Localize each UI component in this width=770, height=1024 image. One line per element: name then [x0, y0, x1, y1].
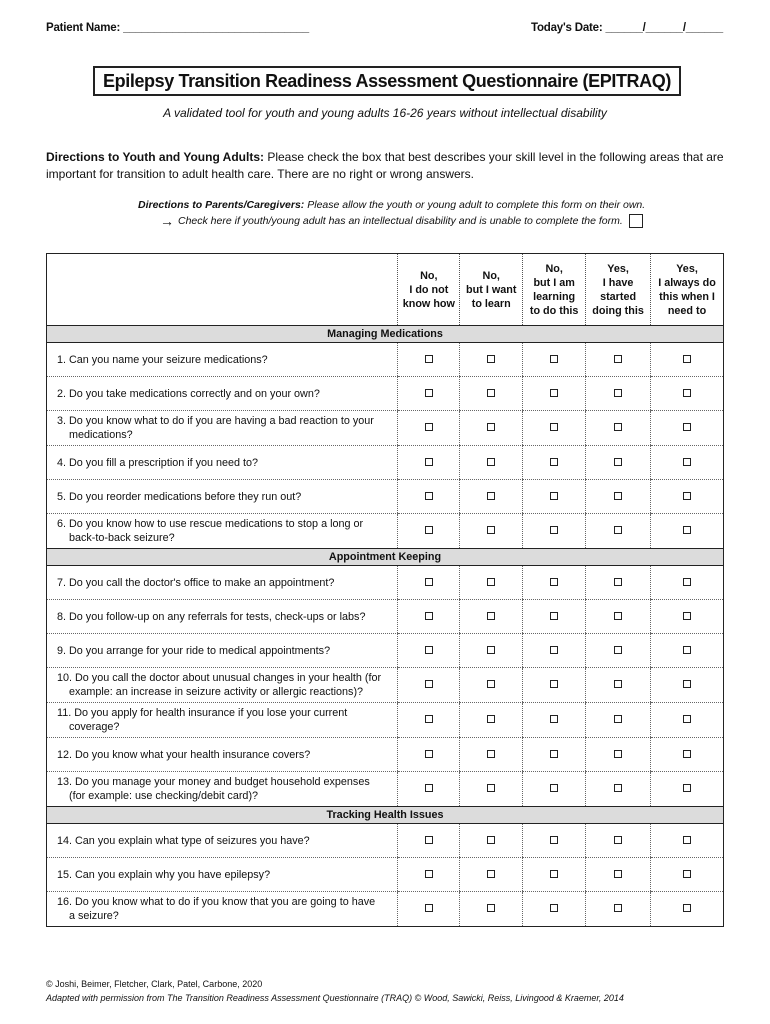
answer-checkbox[interactable] [683, 578, 691, 586]
answer-cell [651, 446, 724, 480]
answer-cell [523, 343, 586, 377]
answer-cell [398, 703, 460, 738]
answer-checkbox[interactable] [614, 715, 622, 723]
form-title: Epilepsy Transition Readiness Assessment Questionnaire (EPITRAQ) [93, 66, 681, 96]
answer-checkbox[interactable] [614, 646, 622, 654]
answer-cell [586, 411, 651, 446]
answer-checkbox[interactable] [550, 492, 558, 500]
answer-checkbox[interactable] [550, 389, 558, 397]
answer-checkbox[interactable] [614, 492, 622, 500]
answer-checkbox[interactable] [683, 423, 691, 431]
question-text [47, 377, 398, 411]
answer-checkbox[interactable] [425, 750, 433, 758]
question-text [47, 738, 398, 772]
answer-cell [523, 892, 586, 927]
answer-checkbox[interactable] [425, 784, 433, 792]
answer-cell [523, 566, 586, 600]
answer-cell [523, 600, 586, 634]
answer-cell [460, 892, 523, 927]
answer-checkbox[interactable] [487, 612, 495, 620]
answer-cell [586, 514, 651, 549]
answer-cell [651, 634, 724, 668]
column-header-line: but I want [466, 283, 517, 296]
answer-cell [398, 480, 460, 514]
answer-checkbox[interactable] [425, 526, 433, 534]
answer-checkbox[interactable] [425, 492, 433, 500]
answer-checkbox[interactable] [487, 389, 495, 397]
question-row [47, 600, 724, 634]
answer-checkbox[interactable] [425, 646, 433, 654]
question-line: coverage? [69, 721, 120, 733]
answer-cell [586, 892, 651, 927]
answer-checkbox[interactable] [683, 680, 691, 688]
question-text [47, 858, 398, 892]
column-header-1 [398, 254, 460, 326]
column-header-line: Yes, [607, 262, 629, 275]
question-line: a seizure? [69, 910, 119, 922]
answer-cell [586, 772, 651, 807]
answer-checkbox[interactable] [614, 458, 622, 466]
answer-cell [398, 634, 460, 668]
column-header-line: I always do [658, 276, 716, 289]
answer-cell [460, 600, 523, 634]
answer-cell [398, 772, 460, 807]
answer-checkbox[interactable] [614, 526, 622, 534]
question-row [47, 446, 724, 480]
section-header: Appointment Keeping [47, 549, 724, 566]
answer-checkbox[interactable] [550, 423, 558, 431]
arrow-right-icon: → [160, 213, 174, 229]
question-row [47, 738, 724, 772]
answer-cell [586, 343, 651, 377]
answer-checkbox[interactable] [614, 836, 622, 844]
answer-checkbox[interactable] [425, 458, 433, 466]
answer-checkbox[interactable] [683, 646, 691, 654]
answer-checkbox[interactable] [487, 578, 495, 586]
answer-checkbox[interactable] [487, 526, 495, 534]
answer-cell [398, 377, 460, 411]
column-header-2 [460, 254, 523, 326]
answer-cell [586, 566, 651, 600]
youth-directions [46, 149, 730, 183]
question-row [47, 824, 724, 858]
answer-checkbox[interactable] [550, 526, 558, 534]
answer-checkbox[interactable] [683, 526, 691, 534]
column-header-line: know how [402, 297, 455, 310]
answer-cell [398, 446, 460, 480]
answer-cell [651, 600, 724, 634]
column-header-line: learning [533, 290, 576, 303]
form-subtitle: A validated tool for youth and young adults 16-26 years without intellectual disability [163, 106, 607, 120]
question-text [47, 343, 398, 377]
column-header-line: this when I [659, 290, 715, 303]
answer-checkbox[interactable] [487, 870, 495, 878]
answer-cell [398, 600, 460, 634]
answer-checkbox[interactable] [487, 904, 495, 912]
answer-checkbox[interactable] [550, 680, 558, 688]
question-row [47, 703, 724, 738]
column-header-5 [651, 254, 724, 326]
answer-cell [586, 738, 651, 772]
question-line: 9. Do you arrange for your ride to medical appointments? [57, 644, 331, 657]
answer-cell [651, 703, 724, 738]
answer-checkbox[interactable] [683, 612, 691, 620]
question-line: 11. Do you apply for health insurance if you lose your current [57, 707, 348, 719]
answer-checkbox[interactable] [683, 750, 691, 758]
answer-checkbox[interactable] [614, 389, 622, 397]
answer-cell [651, 377, 724, 411]
answer-checkbox[interactable] [614, 784, 622, 792]
youth-directions-label: Directions to Youth and Young Adults: [46, 150, 264, 164]
answer-cell [523, 446, 586, 480]
answer-cell [523, 738, 586, 772]
section-header: Managing Medications [47, 326, 724, 343]
answer-checkbox[interactable] [487, 836, 495, 844]
answer-checkbox[interactable] [683, 492, 691, 500]
column-header-line: I do not [409, 283, 449, 296]
answer-cell [586, 634, 651, 668]
question-text [47, 411, 398, 446]
question-line: example: an increase in seizure activity or allergic reactions)? [69, 686, 364, 698]
answer-cell [586, 600, 651, 634]
answer-cell [398, 668, 460, 703]
answer-cell [586, 858, 651, 892]
column-header-line: No, [420, 269, 438, 282]
question-line: (for example: use checking/debit card)? [69, 790, 259, 802]
question-line: 10. Do you call the doctor about unusual changes in your health (for [57, 672, 382, 684]
answer-cell [523, 480, 586, 514]
answer-cell [460, 668, 523, 703]
question-text [47, 668, 398, 703]
answer-checkbox[interactable] [683, 784, 691, 792]
question-text [47, 772, 398, 807]
question-row [47, 634, 724, 668]
answer-cell [460, 703, 523, 738]
answer-cell [460, 343, 523, 377]
question-line: 12. Do you know what your health insurance covers? [57, 748, 311, 761]
intellectual-disability-check [160, 213, 643, 229]
question-line: back-to-back seizure? [69, 532, 175, 544]
column-header-line: No, [482, 269, 500, 282]
answer-checkbox[interactable] [683, 355, 691, 363]
answer-checkbox[interactable] [683, 870, 691, 878]
answer-checkbox[interactable] [425, 389, 433, 397]
question-line: 13. Do you manage your money and budget household expenses [57, 776, 370, 788]
answer-checkbox[interactable] [550, 784, 558, 792]
answer-cell [398, 858, 460, 892]
answer-cell [460, 634, 523, 668]
answer-checkbox[interactable] [425, 904, 433, 912]
question-text [47, 446, 398, 480]
answer-checkbox[interactable] [487, 680, 495, 688]
answer-cell [460, 858, 523, 892]
answer-cell [460, 824, 523, 858]
answer-cell [398, 738, 460, 772]
answer-cell [460, 514, 523, 549]
question-row [47, 343, 724, 377]
answer-checkbox[interactable] [614, 904, 622, 912]
answer-cell [586, 703, 651, 738]
answer-cell [460, 566, 523, 600]
column-header-line: No, [545, 262, 563, 275]
answer-checkbox[interactable] [425, 870, 433, 878]
answer-cell [586, 824, 651, 858]
question-line: 5. Do you reorder medications before they run out? [57, 490, 302, 503]
question-line: 3. Do you know what to do if you are having a bad reaction to your [57, 415, 374, 427]
answer-cell [460, 446, 523, 480]
youth-directions-text: Please check the box that best describes your skill level in the following areas that are important for transition to adult health care. There are no right or wrong answers. [46, 150, 724, 181]
question-text [47, 480, 398, 514]
question-line: 16. Do you know what to do if you know that you are going to have [57, 896, 376, 908]
answer-checkbox[interactable] [425, 612, 433, 620]
answer-checkbox[interactable] [614, 750, 622, 758]
question-row [47, 858, 724, 892]
question-text [47, 703, 398, 738]
question-row [47, 377, 724, 411]
answer-cell [651, 738, 724, 772]
question-line: medications? [69, 429, 133, 441]
answer-checkbox[interactable] [487, 355, 495, 363]
question-row [47, 772, 724, 807]
answer-checkbox[interactable] [614, 612, 622, 620]
answer-checkbox[interactable] [550, 355, 558, 363]
column-header-line: need to [667, 304, 707, 317]
answer-cell [586, 446, 651, 480]
answer-cell [460, 738, 523, 772]
answer-cell [398, 343, 460, 377]
parent-directions [138, 199, 645, 211]
todays-date-field[interactable]: Today's Date: ______/______/______ [530, 22, 723, 34]
column-header-line: I have [602, 276, 634, 289]
answer-cell [398, 514, 460, 549]
answer-checkbox[interactable] [425, 578, 433, 586]
question-line: 15. Can you explain why you have epilepsy? [57, 868, 271, 881]
question-line: 7. Do you call the doctor's office to make an appointment? [57, 576, 335, 589]
answer-checkbox[interactable] [550, 458, 558, 466]
answer-checkbox[interactable] [683, 458, 691, 466]
question-line: 6. Do you know how to use rescue medications to stop a long or [57, 518, 364, 530]
parent-directions-text: Please allow the youth or young adult to complete this form on their own. [304, 199, 646, 211]
answer-checkbox[interactable] [425, 836, 433, 844]
question-text [47, 600, 398, 634]
question-line: 14. Can you explain what type of seizures you have? [57, 834, 310, 847]
answer-cell [398, 892, 460, 927]
header-blank-cell [47, 254, 398, 326]
answer-checkbox[interactable] [487, 458, 495, 466]
answer-cell [651, 824, 724, 858]
question-text [47, 892, 398, 927]
answer-cell [586, 377, 651, 411]
answer-cell [460, 377, 523, 411]
answer-checkbox[interactable] [614, 870, 622, 878]
answer-cell [523, 377, 586, 411]
answer-checkbox[interactable] [487, 492, 495, 500]
answer-cell [523, 514, 586, 549]
answer-checkbox[interactable] [550, 578, 558, 586]
answer-checkbox[interactable] [425, 355, 433, 363]
question-line: 2. Do you take medications correctly and on your own? [57, 387, 320, 400]
question-line: 1. Can you name your seizure medications? [57, 353, 268, 366]
answer-cell [651, 858, 724, 892]
answer-checkbox[interactable] [550, 715, 558, 723]
answer-checkbox[interactable] [614, 355, 622, 363]
copyright-line: © Joshi, Beimer, Fletcher, Clark, Patel, Carbone, 2020 [46, 979, 263, 989]
answer-cell [651, 480, 724, 514]
answer-checkbox[interactable] [683, 904, 691, 912]
answer-checkbox[interactable] [614, 680, 622, 688]
column-header-line: but I am [533, 276, 575, 289]
answer-checkbox[interactable] [550, 750, 558, 758]
parent-directions-label: Directions to Parents/Caregivers: [138, 199, 305, 211]
answer-cell [651, 514, 724, 549]
answer-cell [651, 411, 724, 446]
answer-checkbox[interactable] [614, 578, 622, 586]
answer-checkbox[interactable] [683, 836, 691, 844]
section-header: Tracking Health Issues [47, 807, 724, 824]
question-row [47, 892, 724, 927]
answer-checkbox[interactable] [425, 715, 433, 723]
column-header-3 [523, 254, 586, 326]
answer-cell [460, 772, 523, 807]
questionnaire-table [46, 253, 724, 927]
column-header-4 [586, 254, 651, 326]
answer-cell [651, 668, 724, 703]
question-row [47, 411, 724, 446]
answer-cell [398, 566, 460, 600]
patient-name-field[interactable]: Patient Name: ______________________________ [46, 22, 309, 34]
column-header-line: started [600, 290, 637, 303]
answer-checkbox[interactable] [614, 423, 622, 431]
answer-cell [523, 668, 586, 703]
answer-cell [460, 480, 523, 514]
answer-cell [651, 772, 724, 807]
adaptation-line: Adapted with permission from The Transition Readiness Assessment Questionnaire (TRAQ) © Wood, Sawicki, Reiss, Livingood & Kraemer, 2014 [46, 993, 624, 1003]
question-line: 4. Do you fill a prescription if you need to? [57, 456, 259, 469]
intellectual-disability-checkbox[interactable] [629, 214, 643, 228]
answer-cell [523, 703, 586, 738]
answer-checkbox[interactable] [487, 750, 495, 758]
question-row [47, 566, 724, 600]
question-row [47, 480, 724, 514]
column-header-line: to do this [529, 304, 579, 317]
answer-cell [523, 772, 586, 807]
answer-cell [651, 343, 724, 377]
answer-cell [651, 566, 724, 600]
column-header-line: doing this [592, 304, 644, 317]
answer-checkbox[interactable] [487, 715, 495, 723]
question-line: 8. Do you follow-up on any referrals for tests, check-ups or labs? [57, 610, 366, 623]
question-text [47, 634, 398, 668]
answer-checkbox[interactable] [487, 784, 495, 792]
answer-checkbox[interactable] [550, 646, 558, 654]
answer-checkbox[interactable] [683, 389, 691, 397]
check-here-text: Check here if youth/young adult has an intellectual disability and is unable to complete the form. [178, 215, 623, 227]
answer-checkbox[interactable] [487, 423, 495, 431]
answer-cell [586, 480, 651, 514]
question-text [47, 514, 398, 549]
question-row [47, 668, 724, 703]
answer-checkbox[interactable] [550, 836, 558, 844]
answer-checkbox[interactable] [487, 646, 495, 654]
answer-cell [398, 411, 460, 446]
answer-cell [523, 824, 586, 858]
answer-cell [523, 411, 586, 446]
answer-cell [523, 858, 586, 892]
question-text [47, 566, 398, 600]
answer-checkbox[interactable] [683, 715, 691, 723]
answer-checkbox[interactable] [550, 612, 558, 620]
column-header-line: Yes, [676, 262, 698, 275]
answer-cell [460, 411, 523, 446]
answer-cell [586, 668, 651, 703]
answer-checkbox[interactable] [425, 680, 433, 688]
answer-cell [523, 634, 586, 668]
answer-checkbox[interactable] [425, 423, 433, 431]
column-header-line: to learn [471, 297, 511, 310]
answer-checkbox[interactable] [550, 904, 558, 912]
footer [46, 977, 624, 1005]
question-row [47, 514, 724, 549]
question-text [47, 824, 398, 858]
answer-checkbox[interactable] [550, 870, 558, 878]
answer-cell [651, 892, 724, 927]
answer-cell [398, 824, 460, 858]
